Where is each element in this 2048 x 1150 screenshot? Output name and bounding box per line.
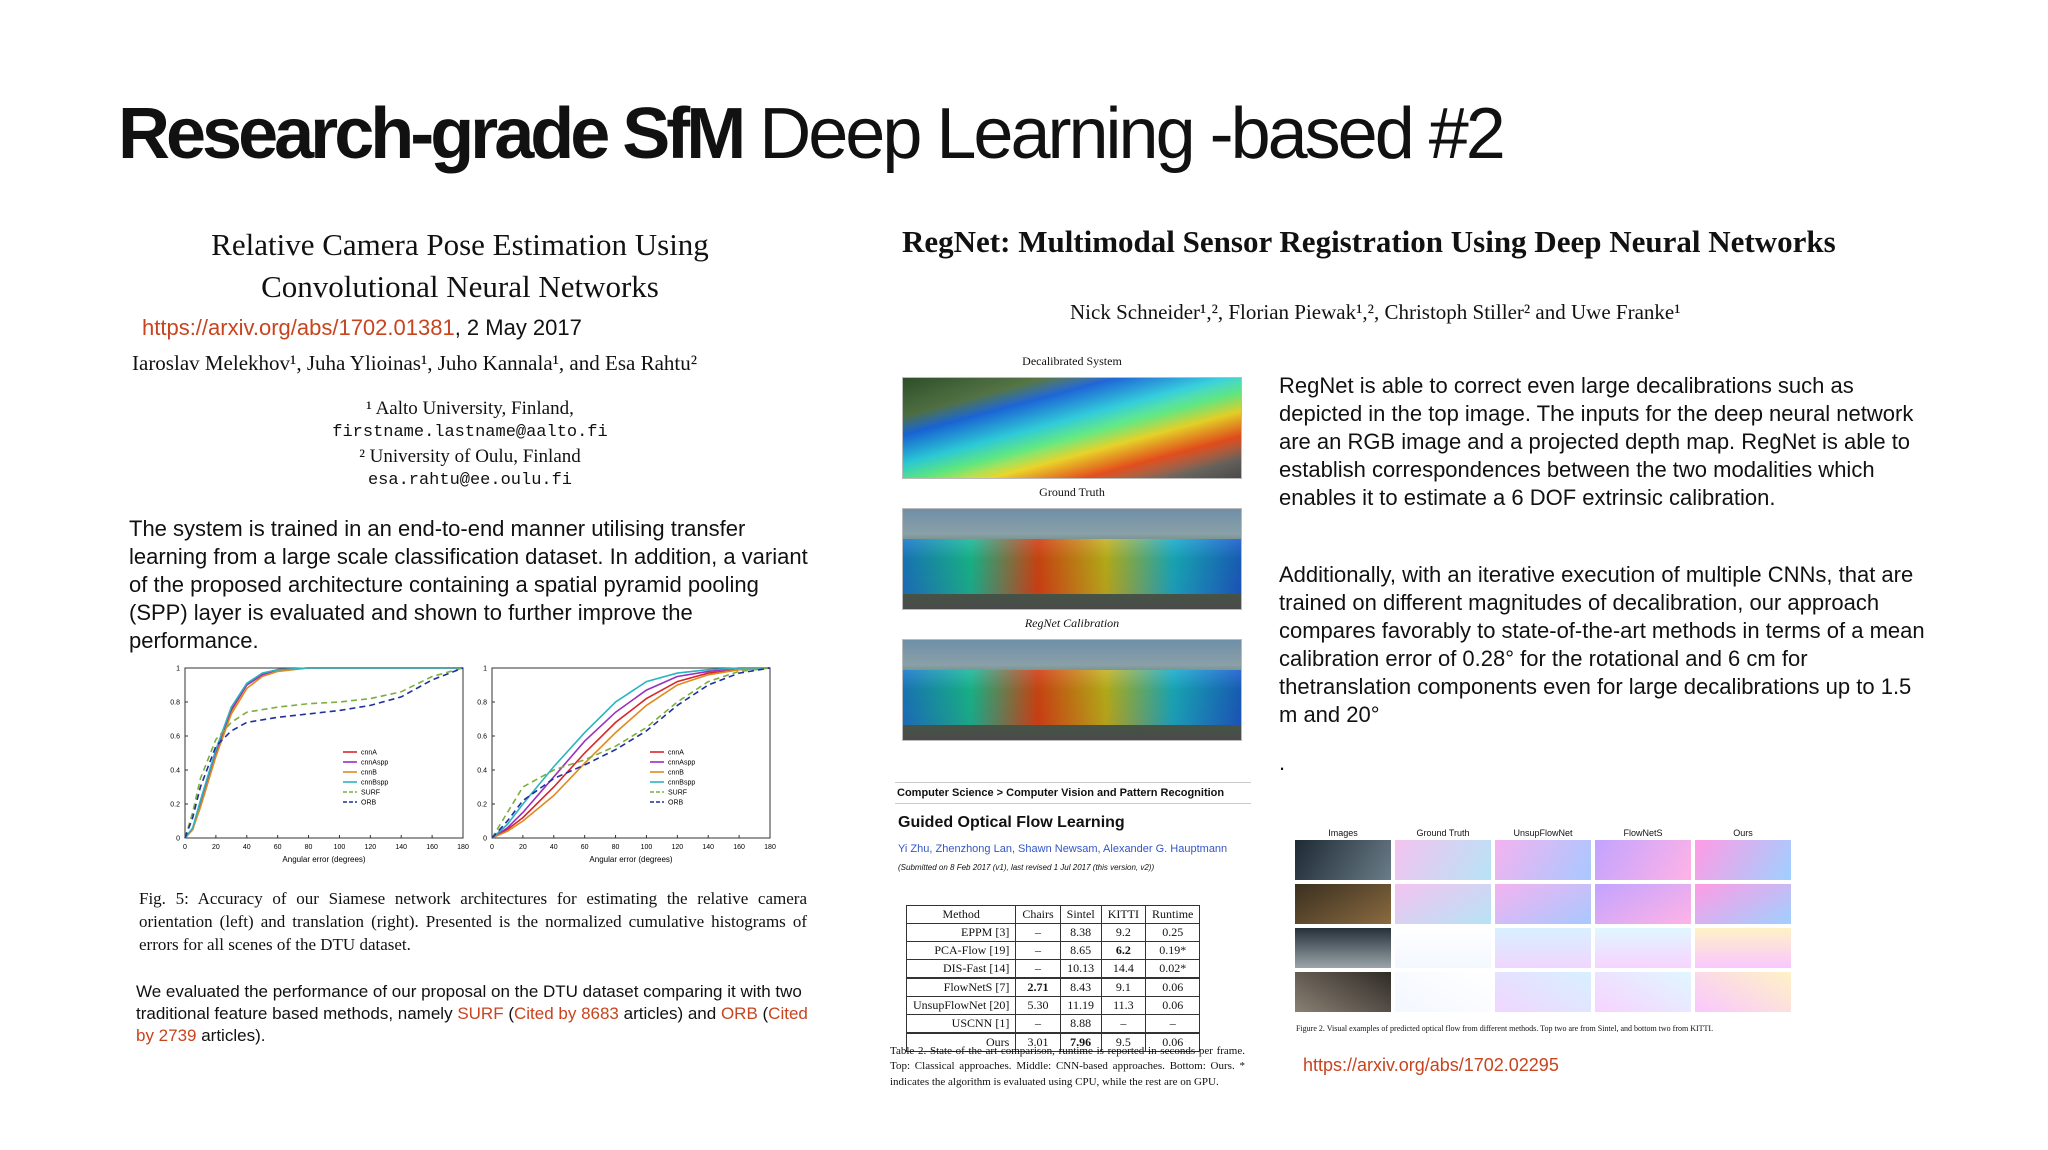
figure-caption: Figure 2. Visual examples of predicted optical flow from different methods. Top two are from Sintel, and bottom two from KITTI. [1296,1024,1714,1033]
left-fig-caption: Fig. 5: Accuracy of our Siamese network architectures for estimating the relative camera orientation (left) and translation (right). Presented is the normalized cumulative histograms of errors for all scenes of the DTU dataset. [139,889,807,954]
series-line-cnnB [185,668,463,838]
x-tick-label: 20 [518,844,527,851]
y-tick-label: 0.8 [477,699,487,707]
series-line-SURF [185,668,463,838]
legend-label: cnnA [361,749,377,757]
series-line-ORB [185,668,463,838]
table-cell: 2.71 [1016,978,1060,997]
series-line-cnnAspp [185,668,463,838]
x-tick-label: 0 [490,844,494,851]
flow-result-image [1395,928,1491,968]
flow-result-image [1695,884,1791,924]
x-tick-label: 180 [764,844,776,851]
flow-grid-header: Images [1328,828,1358,838]
table-cell: 8.88 [1060,1015,1101,1034]
y-tick-label: 0.4 [170,767,180,775]
legend-label: ORB [668,799,684,807]
y-tick-label: 0.2 [170,801,180,809]
orb-link[interactable]: ORB [720,1004,758,1023]
table-header: Method [907,906,1016,924]
left-paper-summary: The system is trained in an end-to-end manner utilising transfer learning from a large scale classification dataset. In addition, a variant of the proposed architecture containing a spatial pyramid pooling (SPP) layer is evaluated and shown to further improve the performance. [129,516,808,653]
table-cell: 8.65 [1060,942,1101,960]
table-row [907,942,1200,960]
left-paper-title-line1: Relative Camera Pose Estimation Using [211,227,709,262]
table-cell: 11.19 [1060,997,1101,1015]
flow-paper-title: Guided Optical Flow Learning [898,814,1125,831]
flow-grid-header: FlowNetS [1623,828,1663,838]
table-cell: DIS-Fast [14] [907,960,1016,979]
y-tick-label: 1 [483,665,487,673]
surf-link[interactable]: SURF [457,1004,504,1023]
y-tick-label: 0.6 [477,733,487,741]
table-cell: 8.43 [1060,978,1101,997]
x-tick-label: 80 [304,844,313,851]
left-paper-url-line [142,315,582,341]
x-tick-label: 100 [640,844,653,851]
legend-label: cnnB [668,769,684,777]
table-cell: 5.30 [1016,997,1060,1015]
table-caption: Table 2. State-of-the-art comparison, runtime is reported in seconds per frame. Top: Classical approaches. Middle: CNN-based approaches. Bottom: Ours. * indicates the algorithm is evaluated using CPU, while the rest are on GPU. [890,1045,1245,1088]
table-cell: 0.02* [1146,960,1200,979]
left-paper-title-line2: Convolutional Neural Networks [261,268,659,304]
slide-title [118,94,1503,174]
table-cell: 7.96 [1060,1033,1101,1052]
orb-cited-link[interactable]: Cited by 2739 [136,1004,808,1045]
x-tick-label: 40 [549,844,558,851]
table-row [907,960,1200,979]
flow-result-image [1395,884,1491,924]
table-cell: 0.06 [1146,997,1200,1015]
table-header: Sintel [1060,906,1101,924]
legend-label: cnnB [361,769,377,777]
table-cell: – [1101,1015,1145,1034]
x-tick-label: 40 [242,844,251,851]
img-label-decalibrated: Decalibrated System [1022,354,1122,368]
x-tick-label: 180 [457,844,469,851]
legend-label: cnnAspp [668,759,696,767]
x-tick-label: 160 [426,844,438,851]
x-tick-label: 100 [333,844,346,851]
eval-text-2: articles) and [618,1004,721,1023]
slide-title-bold: Research-grade SfM [118,94,743,174]
x-axis-label: Angular error (degrees) [282,855,366,864]
flow-result-image [1495,972,1591,1012]
table-cell: 9.5 [1101,1033,1145,1052]
flow-input-image [1295,884,1391,924]
x-tick-label: 20 [211,844,220,851]
table-cell: 11.3 [1101,997,1145,1015]
optical-flow-figure [1295,828,1795,1018]
flow-grid-header: UnsupFlowNet [1513,828,1573,838]
decalibrated-image [902,377,1242,479]
y-tick-label: 0.6 [170,733,180,741]
slide-title-light: Deep Learning -based #2 [759,94,1503,174]
legend-label: cnnA [668,749,684,757]
stray-dot: . [1279,750,1286,775]
flow-result-image [1595,972,1691,1012]
table-cell: USCNN [1] [907,1015,1016,1034]
y-tick-label: 0 [176,835,180,843]
flow-input-image [1295,928,1391,968]
regnet-paragraph-2: Additionally, with an iterative execution of multiple CNNs, that are trained on different magnitudes of decalibration, our approach compares favorably to state-of-the-art methods in terms of a mean calibration error of 0.28° for the rotational and 6 cm for thetranslation components even for large decalibrations up to 1.5 m and 20° [1279,562,1925,727]
x-tick-label: 140 [395,844,408,851]
y-tick-label: 1 [176,665,180,673]
eval-text-3: articles). [196,1026,266,1045]
legend-label: cnnBspp [668,779,696,787]
table-cell: – [1146,1015,1200,1034]
legend-label: cnnAspp [361,759,389,767]
ground-truth-image [902,508,1242,610]
table-cell: PCA-Flow [19] [907,942,1016,960]
affiliation-2: ² University of Oulu, Finland [359,446,581,467]
table-header: Chairs [1016,906,1060,924]
regnet-title: RegNet: Multimodal Sensor Registration Using Deep Neural Networks [902,224,1836,259]
table-body [907,924,1200,1052]
surf-cited-link[interactable]: Cited by 8683 [513,1004,619,1023]
left-paper-url-link[interactable]: https://arxiv.org/abs/1702.01381 [142,315,455,340]
table-cell: 3.01 [1016,1033,1060,1052]
flow-paper-url-link[interactable]: https://arxiv.org/abs/1702.02295 [1303,1055,1559,1075]
x-tick-label: 120 [671,844,684,851]
x-axis-label: Angular error (degrees) [589,855,673,864]
x-tick-label: 140 [702,844,715,851]
table-cell: 0.06 [1146,978,1200,997]
series-line-cnnBspp [185,668,463,838]
x-tick-label: 0 [183,844,187,851]
flow-result-image [1695,840,1791,880]
plot-frame [185,668,463,838]
x-tick-label: 160 [733,844,745,851]
flow-grid-header: Ours [1733,828,1753,838]
flow-result-image [1395,840,1491,880]
email-2: esa.rahtu@ee.oulu.fi [367,471,573,490]
flow-result-image [1695,972,1791,1012]
regnet-paragraph-1: RegNet is able to correct even large decalibrations such as depicted in the top image. The inputs for the deep neural network are an RGB image and a projected depth map. RegNet is able to establish correspondences between the two modalities which enables it to estimate a 6 DOF extrinsic calibration. [1279,373,1914,510]
table-cell: – [1016,1015,1060,1034]
affiliation-1: ¹ Aalto University, Finland, [366,398,574,419]
regnet-calibration-image [902,639,1242,741]
y-tick-label: 0 [483,835,487,843]
table-row [907,924,1200,942]
y-tick-label: 0.2 [477,801,487,809]
flow-result-image [1695,928,1791,968]
flow-input-image [1295,840,1391,880]
table-cell: Ours [907,1033,1016,1052]
flow-result-image [1595,840,1691,880]
flow-result-image [1595,884,1691,924]
table-cell: UnsupFlowNet [20] [907,997,1016,1015]
series-line-cnnA [185,668,463,838]
table-header-row [907,906,1200,924]
table-cell: 8.38 [1060,924,1101,942]
arxiv-breadcrumb[interactable]: Computer Science > Computer Vision and Pattern Recognition [895,782,1251,804]
table-header: KITTI [1101,906,1145,924]
x-tick-label: 60 [580,844,589,851]
eval-text-1: We evaluated the performance of our proposal on the DTU dataset comparing it with two traditional feature based methods, namely [136,982,802,1023]
flow-paper-submitted: (Submitted on 8 Feb 2017 (v1), last revised 1 Jul 2017 (this version, v2)) [898,863,1155,872]
table-cell: 14.4 [1101,960,1145,979]
flow-result-image [1495,928,1591,968]
x-tick-label: 60 [273,844,282,851]
flow-grid-header: Ground Truth [1416,828,1470,838]
left-paper-title [120,224,800,308]
left-eval-text: We evaluated the performance of our proposal on the DTU dataset comparing it with two traditional feature based methods, namely SURF (Cited by 8683 articles) and ORB (Cited by 2739 articles). [136,982,808,1045]
series-line-cnnB [492,668,770,838]
y-tick-label: 0.8 [170,699,180,707]
table-cell: – [1016,942,1060,960]
flow-result-image [1395,972,1491,1012]
left-paper-affiliations [260,397,680,493]
legend-label: SURF [361,789,381,797]
left-paper-date: , 2 May 2017 [454,315,582,340]
table-header: Runtime [1146,906,1200,924]
table-cell: 0.19* [1146,942,1200,960]
orientation-error-chart [150,660,470,870]
left-paper-authors: Iaroslav Melekhov¹, Juha Ylioinas¹, Juho Kannala¹, and Esa Rahtu² [132,351,698,375]
x-tick-label: 80 [611,844,620,851]
email-1: firstname.lastname@aalto.fi [332,423,608,442]
table-cell: 9.2 [1101,924,1145,942]
table-cell: EPPM [3] [907,924,1016,942]
flow-result-image [1495,884,1591,924]
img-label-regnet-calibration: RegNet Calibration [1024,616,1120,630]
table-row [907,978,1200,997]
flow-result-image [1495,840,1591,880]
table-cell: 0.25 [1146,924,1200,942]
flow-result-image [1595,928,1691,968]
x-tick-label: 120 [364,844,377,851]
regnet-authors: Nick Schneider¹,², Florian Piewak¹,², Christoph Stiller² and Uwe Franke¹ [1070,300,1681,324]
table-cell: 10.13 [1060,960,1101,979]
table-cell: – [1016,924,1060,942]
table-cell: FlowNetS [7] [907,978,1016,997]
table-row [907,997,1200,1015]
table-cell: 0.06 [1146,1033,1200,1052]
legend-label: SURF [668,789,688,797]
flow-paper-authors[interactable]: Yi Zhu, Zhenzhong Lan, Shawn Newsam, Alexander G. Hauptmann [898,843,1228,855]
translation-error-chart [457,660,777,870]
img-label-ground-truth: Ground Truth [1039,485,1105,499]
table-cell: 6.2 [1101,942,1145,960]
table-row [907,1015,1200,1034]
legend-label: ORB [361,799,377,807]
results-table [906,905,1200,1052]
y-tick-label: 0.4 [477,767,487,775]
table-cell: 9.1 [1101,978,1145,997]
legend-label: cnnBspp [361,779,389,787]
table-cell: – [1016,960,1060,979]
flow-input-image [1295,972,1391,1012]
